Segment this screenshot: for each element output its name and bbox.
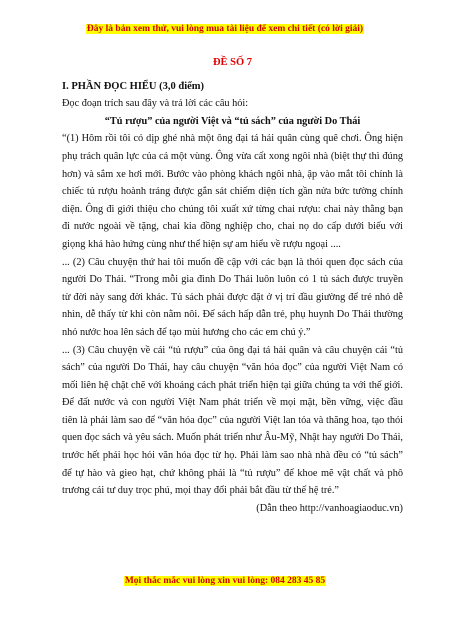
instruction: Đọc đoạn trích sau đây và trả lời các câu hỏi:	[62, 98, 249, 110]
document-content	[62, 54, 403, 517]
paragraph-2: ... (2) Câu chuyện thứ hai tôi muốn đề cập với các bạn là thói quen đọc sách của người Do Thái. “Trong mỗi gia đình Do Thái luôn luôn có 1 tủ sách được truyền từ đời này sang đời khác. Tủ sách phải được đặt ở vị trí đầu giường để trẻ nhỏ dễ nhìn, dễ thấy từ khi còn nằm nôi. Để sách hấp dẫn trẻ, phụ huynh Do Thái thường nhỏ nước hoa lên sách để tạo mùi hương cho các em chú ý.”	[62, 256, 403, 338]
preview-banner-text: Đây là bản xem thử, vui lòng mua tài liệu để xem chi tiết (có lời giải)	[86, 24, 364, 34]
source-citation: (Dẫn theo http://vanhoagiaoduc.vn)	[256, 502, 403, 514]
contact-footer-text: Mọi thắc mắc vui lòng xin vui lòng: 084 283 45 85	[124, 576, 326, 586]
paragraph-3: ... (3) Câu chuyện về cái “tủ rượu” của ông đại tá hải quân và câu chuyện cái “tủ sách” của người Do Thái, hay câu chuyện “văn hóa đọc” của người Việt Nam có mối liên hệ chặt chẽ với khoảng cách phát triển hiện tại giữa chúng ta với thế giới. Để đất nước và con người Việt Nam phát triển về mọi mặt, bền vững, việc đầu tiên là phải làm sao để “văn hóa đọc” của người Việt lan tỏa và thăng hoa, tạo thói quen đọc sách và yêu sách. Muốn phát triển như Âu-Mỹ, Nhật hay người Do Thái, trước hết phải học hỏi văn hóa đọc từ họ. Phải làm sao nhà nhà đều có “tủ sách” để tự hào và gieo hạt, chứ không phải là “tủ rượu” để khoe mẽ vật chất và phô trương cái tư duy trọc phú, mọi thay đổi phải bắt đầu từ thế hệ trẻ.”	[62, 344, 403, 497]
doc-number: ĐỀ SỐ 7	[212, 57, 253, 68]
passage-title: “Tủ rượu” của người Việt và “tủ sách” của người Do Thái	[104, 115, 361, 127]
contact-footer	[0, 576, 450, 586]
paragraph-1: “(1) Hôm rồi tôi có dịp ghé nhà một ông đại tá hải quân cùng quê chơi. Ông hiện phụ trách quân lực của cả một vùng. Ông vừa cất xong ngôi nhà (biệt thự thì đúng hơn) và sắm xe hơi mới. Bước vào phòng khách ngôi nhà, ập vào mắt tôi chính là chiếc tủ rượu hoành tráng được gắn sát chiếm diện tích gần nửa bức tường chính diện. Ông đi giới thiệu cho chúng tôi xuất xứ từng chai rượu: chai này thằng bạn đi nước ngoài về tặng, chai kia đồng nghiệp cho, chai nọ do cấp dưới biếu với giọng khá hào hứng cùng như thể hiện sự am hiểu về rượu ngoại ....	[62, 133, 403, 250]
preview-banner	[0, 24, 450, 34]
section-title: I. PHẦN ĐỌC HIỂU (3,0 điểm)	[62, 80, 205, 92]
